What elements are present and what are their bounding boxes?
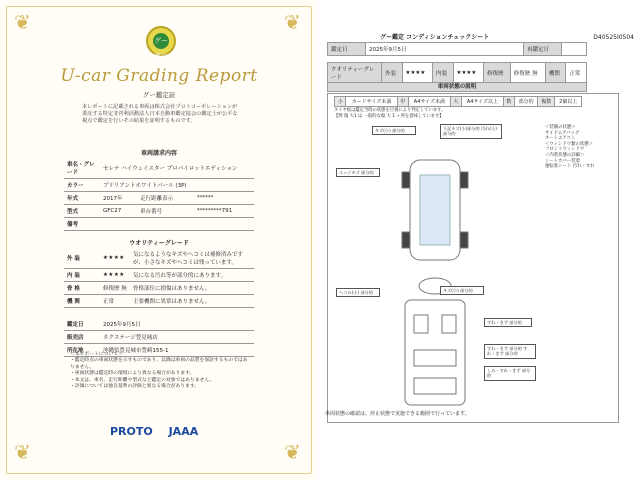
logo-row xyxy=(110,425,198,438)
goo-badge-icon xyxy=(146,26,176,61)
table-row: 鑑定日 2025年9月5日 xyxy=(64,318,254,331)
grade-table xyxy=(64,248,254,308)
document-id: D40525I0504 xyxy=(593,34,634,41)
damage-label: すれ・きず 部分的 すれ・きず 部分的 xyxy=(484,344,536,359)
badge-label: グー鑑定 xyxy=(153,33,169,49)
corner-flourish-icon: ❦ xyxy=(14,440,31,464)
table-row: 年式 2017年 走行距離表示 ****** xyxy=(64,192,254,205)
table-row: 備考 xyxy=(64,218,254,231)
size-legend-table xyxy=(334,96,582,107)
explanation-header: 車両状態の説明 xyxy=(327,82,587,92)
table-row: 機 関 正常 主要機関に異常はありません。 xyxy=(64,295,254,308)
windshield xyxy=(420,175,450,245)
seat-icon xyxy=(442,315,456,333)
grading-certificate xyxy=(0,0,318,480)
corner-flourish-icon: ❦ xyxy=(284,440,301,464)
table-row: 鑑定日 2025年9月5日 再鑑定日 xyxy=(328,43,587,56)
table-row: 販売店 ネクステージ豊見城店 xyxy=(64,331,254,344)
table-row: 型式 GFC27 車台番号 *********791 xyxy=(64,205,254,218)
table-row: 外 装 ★★★★ 気になるようなキズやヘコミは補修済みですが、小さなキズやヘコミは残っています。 xyxy=(64,248,254,269)
sheet-footer-note: 車両状態の確認は、停止状態で実施できる範囲で行っています。 xyxy=(325,411,470,417)
table-row: 骨 格 修復歴 無 骨格部位に損傷はありません。 xyxy=(64,282,254,295)
seat-icon xyxy=(414,378,456,394)
damage-label: キズ(小) 部分的 xyxy=(440,286,484,295)
report-title: U-car Grading Report xyxy=(60,66,258,86)
wheel-icon xyxy=(460,232,468,248)
damage-label: キズ(小) 部分的 xyxy=(372,126,416,135)
seat-icon xyxy=(414,350,456,366)
damage-label: ヘコみ(小) 部分的 xyxy=(336,288,380,297)
table-row: 小 カードサイズ未満 中 A4サイズ未満 大 A4サイズ以上 数 部分的 複数 2個以上 xyxy=(335,97,582,107)
equipment-checklist: ＜装備の状態＞ サイドエアバッグ オートエアコン ＜ウィンドウ類の状態＞ フロントウィンドウ ＜内装状態の詳細＞ シートカバー装着 運転席シート 汚れ・すれ xyxy=(545,125,595,170)
table-row: 内 装 ★★★★ 気になる汚れ等が部分的にあります。 xyxy=(64,269,254,282)
jaaa-logo: JAAA xyxy=(168,425,199,438)
legend-note: タイヤ痕は鑑定当時の状態を目視により判定しています。 【例 傷 大1 は 一般的な傷 大 1 ヶ所を意味しています】 xyxy=(334,108,446,119)
damage-label: すれ・きず 部分的 xyxy=(484,318,532,327)
car-diagram xyxy=(380,150,490,410)
damage-label: 下記キズ(小)部分的 汚れ(小) 部分的 xyxy=(440,124,502,139)
table-row: 車名・グレード セレナ ハイウェイスター プロパイロットエディション xyxy=(64,158,254,179)
table-row: カラー ブリリアントホワイトパール (3P) xyxy=(64,179,254,192)
damage-label: エッジキズ 部分的 xyxy=(336,168,380,177)
sheet-title: グー鑑定 コンディションチェックシート xyxy=(380,34,490,41)
intro-text: 本レポートに記載される車両は株式会社プロトコーポレーションが委託する特定非営利活動法人日本自動車鑑定協会の鑑定士が公平な視点で鑑定を行いその結果を証明するものです。 xyxy=(82,104,238,124)
grade-section-title: ウオリティーグレード xyxy=(129,240,189,247)
vehicle-section-title: 車両請求内容 xyxy=(140,150,177,157)
sheet-header-table xyxy=(327,42,587,56)
issuer-title: グー鑑定証 xyxy=(142,91,176,99)
proto-logo: PROTO xyxy=(110,425,153,438)
corner-flourish-icon: ❦ xyxy=(284,10,301,34)
vehicle-table xyxy=(64,158,254,231)
table-row: クオリティーグレード 外装 ★★★★ 内装 ★★★★ 修復歴 修復歴 無 機関 正常 xyxy=(328,63,587,84)
seat-icon xyxy=(414,315,428,333)
wheel-icon xyxy=(402,232,410,248)
wheel-icon xyxy=(460,172,468,188)
wheel-icon xyxy=(402,172,410,188)
corner-flourish-icon: ❦ xyxy=(14,10,31,34)
table-row: 所在地 沖縄県豊見城市豊崎155-1 xyxy=(64,344,254,357)
damage-label: しみ・すれ・きず 部分的 xyxy=(484,366,536,381)
sheet-grade-table xyxy=(327,62,587,84)
report-notes: ＜本レポートについて＞ ・鑑定時点の車両状態を示すものであり、以降は車両の品質を保証するものではありません。 ・車両状態は鑑定時の環境により異なる場合があります。 ・本文は、車名、走行距離や型式など鑑定の対象ではありません。 ・評価については独自基準の評価と異なる場合があります。 xyxy=(70,352,248,390)
